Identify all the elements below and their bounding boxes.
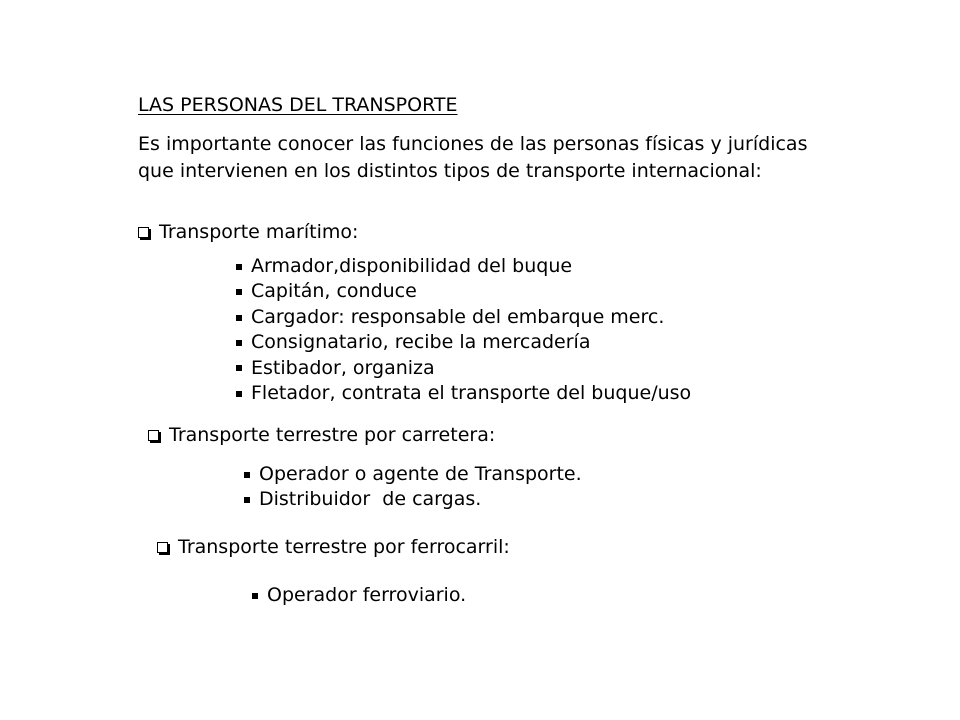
list-item-text: Distribuidor de cargas.: [259, 488, 482, 511]
square-bullet-icon: [236, 340, 242, 346]
square-bullet-icon: [236, 365, 242, 371]
square-bullet-icon: [236, 391, 242, 397]
square-bullet-icon: [244, 497, 250, 503]
square-bullet-icon: [252, 593, 258, 599]
list-item-text: Fletador, contrata el transporte del buque/uso: [251, 382, 692, 405]
list-item: [236, 254, 691, 279]
checkbox-bullet-icon: [148, 430, 159, 441]
list-item: [244, 462, 582, 487]
list-item: [236, 330, 691, 355]
list-item: [236, 356, 691, 381]
list-item: [236, 381, 691, 406]
section-heading-text: Transporte terrestre por carretera:: [169, 424, 496, 446]
list-item-text: Estibador, organiza: [251, 356, 435, 379]
square-bullet-icon: [236, 315, 242, 321]
list-carretera: [244, 462, 582, 513]
square-bullet-icon: [236, 264, 242, 270]
list-item-text: Capitán, conduce: [251, 280, 417, 303]
list-maritimo: [236, 254, 691, 406]
list-item: [236, 279, 691, 304]
list-item-text: Armador,disponibilidad del buque: [251, 255, 573, 277]
list-item-text: Cargador: responsable del embarque merc.: [251, 305, 665, 328]
section-heading-maritimo: [138, 221, 358, 243]
page-title: LAS PERSONAS DEL TRANSPORTE: [138, 94, 458, 116]
square-bullet-icon: [236, 289, 242, 295]
checkbox-bullet-icon: [138, 227, 149, 238]
list-item-text: Consignatario, recibe la mercadería: [251, 331, 591, 354]
checkbox-bullet-icon: [157, 542, 168, 553]
section-heading-carretera: [148, 424, 495, 446]
section-heading-text: Transporte terrestre por ferrocarril:: [178, 536, 510, 558]
list-item-text: Operador ferroviario.: [267, 584, 467, 606]
list-item: [252, 583, 466, 608]
square-bullet-icon: [244, 472, 250, 478]
list-ferrocarril: [252, 583, 466, 608]
list-item: [244, 487, 582, 512]
list-item: [236, 305, 691, 330]
list-item-text: Operador o agente de Transporte.: [259, 463, 582, 485]
intro-paragraph: Es importante conocer las funciones de las personas físicas y jurídicas que intervienen en los distintos tipos de transporte internacional:: [138, 133, 808, 182]
section-heading-text: Transporte marítimo:: [159, 221, 359, 243]
section-heading-ferrocarril: [157, 536, 510, 558]
